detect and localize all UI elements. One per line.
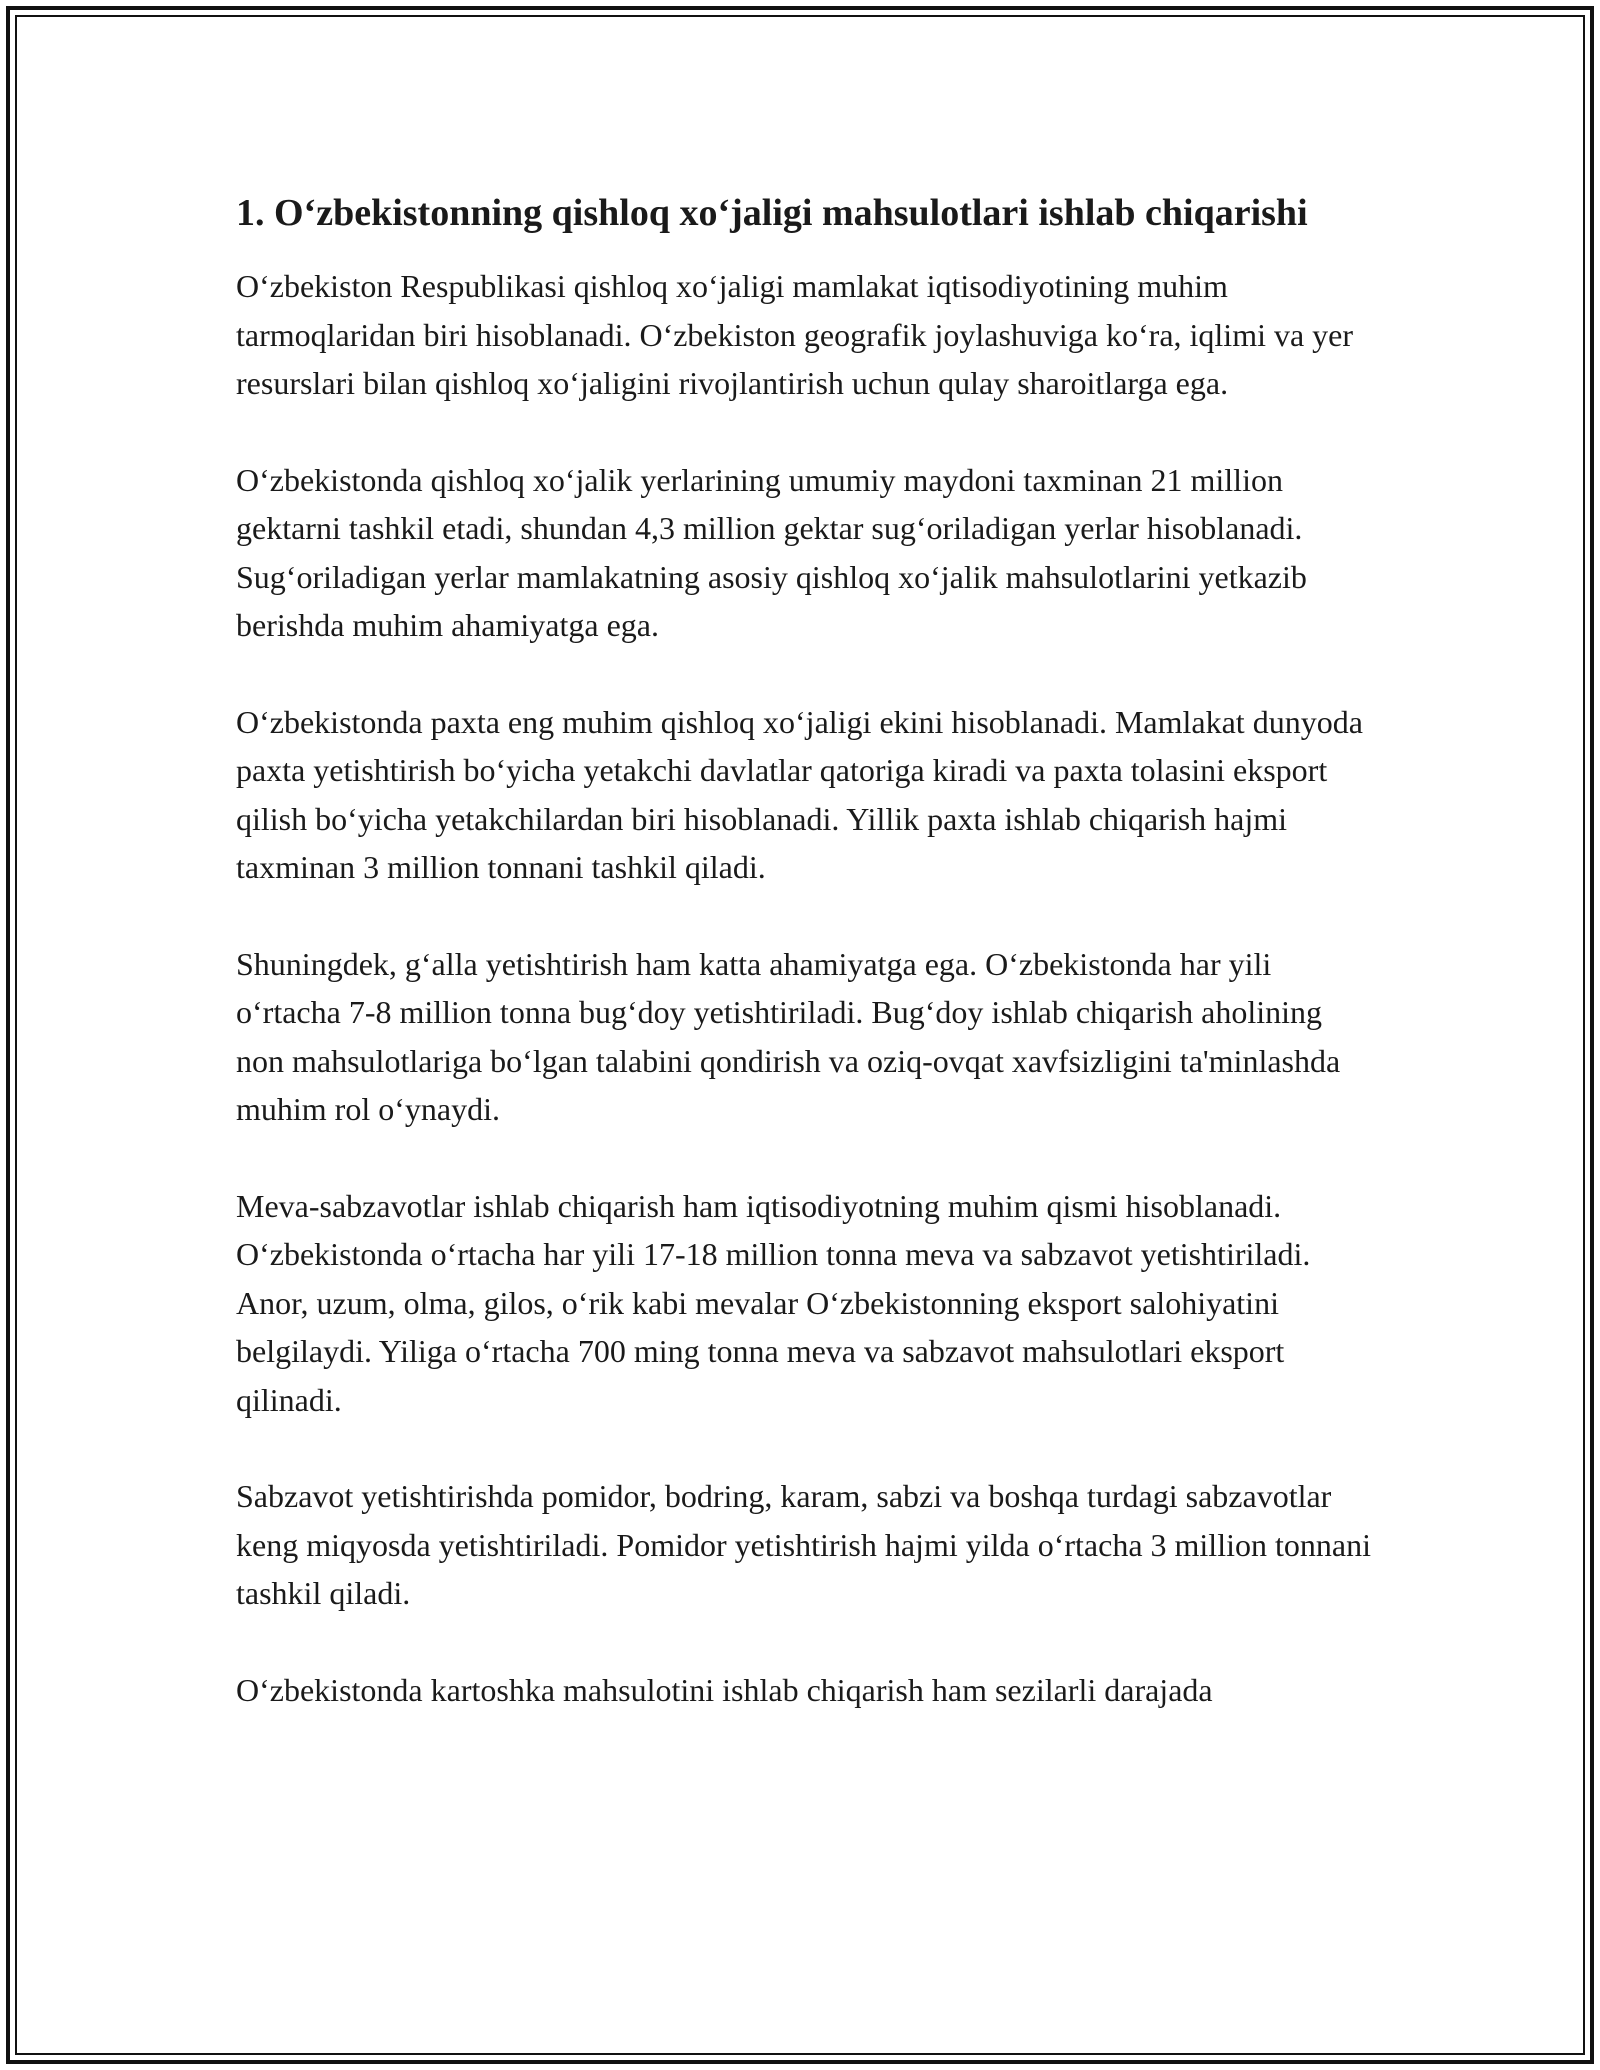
document-body: [236, 186, 1376, 1762]
paragraph-3: O‘zbekistonda paxta eng muhim qishloq xo‘jaligi ekini hisoblanadi. Mamlakat dunyoda paxta yetishtirish bo‘yicha yetakchi davlatlar qatoriga kiradi va paxta tolasini eksport qilish bo‘yicha yetakchilardan biri hisoblanadi. Yillik paxta ishlab chiqarish hajmi taxminan 3 million tonnani tashkil qiladi.: [236, 703, 1363, 885]
paragraph-1: O‘zbekiston Respublikasi qishloq xo‘jaligi mamlakat iqtisodiyotining muhim tarmoqlaridan biri hisoblanadi. O‘zbekiston geografik joylashuviga ko‘ra, iqlimi va yer resurslari bilan qishloq xo‘jaligini rivojlantirish uchun qulay sharoitlarga ega.: [236, 268, 1354, 401]
paragraph-4: Shuningdek, g‘alla yetishtirish ham katta ahamiyatga ega. O‘zbekistonda har yili o‘rtacha 7-8 million tonna bug‘doy yetishtiriladi. Bug‘doy ishlab chiqarish aholining non mahsulotlariga bo‘lgan talabini qondirish va oziq-ovqat xavfsizligini ta'minlashda muhim rol o‘ynaydi.: [236, 945, 1341, 1127]
paragraph-2: O‘zbekistonda qishloq xo‘jalik yerlarining umumiy maydoni taxminan 21 million gektarni tashkil etadi, shundan 4,3 million gektar sug‘oriladigan yerlar hisoblanadi. Sug‘oriladigan yerlar mamlakatning asosiy qishloq xo‘jalik mahsulotlarini yetkazib berishda muhim ahamiyatga ega.: [236, 461, 1307, 643]
paragraph-5: Meva-sabzavotlar ishlab chiqarish ham iqtisodiyotning muhim qismi hisoblanadi. O‘zbekistonda o‘rtacha har yili 17-18 million tonna meva va sabzavot yetishtiriladi. Anor, uzum, olma, gilos, o‘rik kabi mevalar O‘zbekistonning eksport salohiyatini belgilaydi. Yiliga o‘rtacha 700 ming tonna meva va sabzavot mahsulotlari eksport qilinadi.: [236, 1187, 1311, 1418]
paragraph-7: O‘zbekistonda kartoshka mahsulotini ishlab chiqarish ham sezilarli darajada: [236, 1671, 1213, 1708]
paragraph-6: Sabzavot yetishtirishda pomidor, bodring, karam, sabzi va boshqa turdagi sabzavotlar keng miqyosda yetishtiriladi. Pomidor yetishtirish hajmi yilda o‘rtacha 3 million tonnani tashkil qiladi.: [236, 1478, 1371, 1611]
section-title: 1. O‘zbekistonning qishloq xo‘jaligi mahsulotlari ishlab chiqarishi: [236, 192, 1308, 234]
